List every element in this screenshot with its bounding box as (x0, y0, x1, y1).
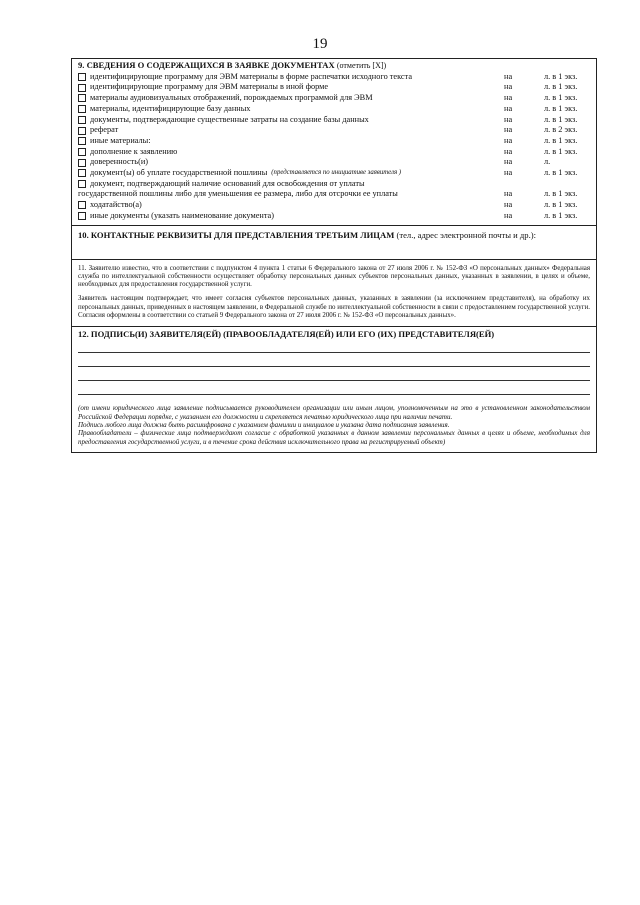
document-pages-prefix: на (504, 189, 513, 199)
document-checkbox[interactable] (78, 137, 86, 145)
document-copies: л. в 1 экз. (544, 71, 578, 81)
document-label: идентифицирующие программу для ЭВМ материалы в иной форме (90, 82, 329, 92)
document-label: иные материалы: (90, 135, 151, 145)
document-row (78, 200, 590, 211)
document-copies: л. в 2 экз. (544, 125, 578, 135)
document-row (78, 189, 590, 200)
document-row (78, 72, 590, 83)
document-pages-prefix: на (504, 157, 513, 167)
document-label: документы, подтверждающие существенные затраты на создание базы данных (90, 114, 369, 124)
section-documents-heading: 9. СВЕДЕНИЯ О СОДЕРЖАЩИХСЯ В ЗАЯВКЕ ДОКУМЕНТАХ (78, 60, 335, 70)
document-label: государственной пошлины либо для уменьшения ее размера, либо для отсрочки ее уплаты (78, 189, 398, 199)
personal-data-consent: Заявитель настоящим подтверждает, что имеет согласия субъектов персональных данных, указанных в заявлении (за исключением представителя), на обработку их персональных данных, приведенных в настоящем заявлении, в Федеральной службе по интеллектуальной собственности в связи с предоставлением государственной услуги. Согласия оформлены в соответствии со статьей 9 Федерального закона от 27 июля 2006 г. № 152-ФЗ «О персональных данных». (78, 295, 590, 320)
signature-line[interactable] (78, 381, 590, 395)
document-copies: л. в 1 экз. (544, 189, 578, 199)
document-row (78, 125, 590, 136)
document-checkbox[interactable] (78, 148, 86, 156)
document-label: дополнение к заявлению (90, 146, 178, 156)
document-checkbox[interactable] (78, 94, 86, 102)
signature-line[interactable] (78, 339, 590, 353)
document-label: реферат (90, 125, 119, 135)
document-checkbox[interactable] (78, 84, 86, 92)
section-documents-hint: (отметить [X]) (336, 61, 387, 70)
document-copies: л. в 1 экз. (544, 114, 578, 124)
signature-lines (78, 339, 590, 395)
document-checkbox[interactable] (78, 159, 86, 167)
signature-line[interactable] (78, 367, 590, 381)
document-row (78, 104, 590, 115)
document-checkbox[interactable] (78, 127, 86, 135)
document-note: (представляется по инициативе заявителя ) (271, 169, 402, 177)
document-label: идентифицирующие программу для ЭВМ материалы в форме распечатки исходного текста (90, 71, 413, 81)
document-pages-prefix: на (504, 135, 513, 145)
section-personal-data (72, 260, 596, 328)
document-label: материалы, идентифицирующие базу данных (90, 103, 251, 113)
document-pages-prefix: на (504, 168, 513, 178)
document-checkbox[interactable] (78, 116, 86, 124)
document-label: документ(ы) об уплате государственной пошлины (90, 168, 268, 178)
section-documents-title (78, 60, 590, 72)
document-row (78, 211, 590, 222)
section-contacts-hint: (тел., адрес электронной почты и др.): (396, 229, 536, 240)
section-signature (72, 327, 596, 451)
document-checkbox[interactable] (78, 73, 86, 81)
document-copies: л. (544, 157, 551, 167)
document-copies: л. в 1 экз. (544, 146, 578, 156)
document-label: документ, подтверждающий наличие оснований для освобождения от уплаты (90, 178, 365, 188)
section-contacts (72, 226, 596, 260)
document-pages-prefix: на (504, 71, 513, 81)
document-row (78, 147, 590, 158)
document-label: иные документы (указать наименование документа) (90, 210, 274, 220)
section-signature-heading: 12. ПОДПИСЬ(И) ЗАЯВИТЕЛЯ(ЕЙ) (ПРАВООБЛАДАТЕЛЯ(ЕЙ) ИЛИ ЕГО (ИХ) ПРЕДСТАВИТЕЛЯ(ЕЙ) (78, 329, 495, 340)
document-pages-prefix: на (504, 125, 513, 135)
document-checkbox[interactable] (78, 180, 86, 188)
personal-data-notice: 11. Заявителю известно, что в соответствии с подпунктом 4 пункта 1 статьи 6 Федерального закона от 27 июля 2006 г. № 152-ФЗ «О персональных данных» Федеральная служба по интеллектуальной собственности осуществляет обработку персональных данных субъектов персональных данных, указанных в заявлении, в целях и объеме, необходимых для предоставления государственной услуги. (78, 264, 590, 289)
document-row (78, 93, 590, 104)
document-row (78, 168, 590, 179)
document-copies: л. в 1 экз. (544, 168, 578, 178)
document-row (78, 136, 590, 147)
document-pages-prefix: на (504, 200, 513, 210)
document-copies: л. в 1 экз. (544, 210, 578, 220)
document-copies: л. в 1 экз. (544, 93, 578, 103)
document-list (78, 72, 590, 222)
application-form (71, 58, 597, 453)
document-copies: л. в 1 экз. (544, 103, 578, 113)
document-pages-prefix: на (504, 82, 513, 92)
document-pages-prefix: на (504, 103, 513, 113)
document-copies: л. в 1 экз. (544, 135, 578, 145)
signature-note-legal-entity: (от имени юридического лица заявление подписывается руководителем организации или иным лицом, уполномоченным на это в установленном законодательством Российской Федерации порядке, с указанием его должности и скрепляется печатью юридического лица при наличии печати. (78, 404, 590, 421)
document-checkbox[interactable] (78, 169, 86, 177)
document-label: ходатайство(а) (90, 200, 142, 210)
document-row (78, 82, 590, 93)
document-row (78, 157, 590, 168)
document-checkbox[interactable] (78, 212, 86, 220)
document-pages-prefix: на (504, 210, 513, 220)
document-copies: л. в 1 экз. (544, 82, 578, 92)
page-number: 19 (312, 36, 328, 52)
section-contacts-heading: 10. КОНТАКТНЫЕ РЕКВИЗИТЫ ДЛЯ ПРЕДСТАВЛЕНИЯ ТРЕТЬИМ ЛИЦАМ (78, 229, 395, 240)
document-row (78, 115, 590, 126)
document-label: материалы аудиовизуальных отображений, порождаемых программой для ЭВМ (90, 93, 373, 103)
document-copies: л. в 1 экз. (544, 200, 578, 210)
signature-note-decoding: Подпись любого лица должна быть расшифрована с указанием фамилии и инициалов и указана дата подписания заявления. (78, 420, 450, 429)
document-checkbox[interactable] (78, 105, 86, 113)
signature-line[interactable] (78, 353, 590, 367)
document-pages-prefix: на (504, 114, 513, 124)
document-pages-prefix: на (504, 146, 513, 156)
section-documents (72, 59, 596, 226)
document-pages-prefix: на (504, 93, 513, 103)
document-row (78, 179, 590, 190)
signature-note-consent: Правообладатели – физические лица подтверждают согласие с обработкой указанных в данном заявлении персональных данных в целях и объеме, необходимых для предоставления государственной услуги, и в течение срока действия исключительного права на регистрируемый объект) (78, 429, 590, 446)
document-label: доверенность(и) (90, 157, 149, 167)
document-checkbox[interactable] (78, 201, 86, 209)
